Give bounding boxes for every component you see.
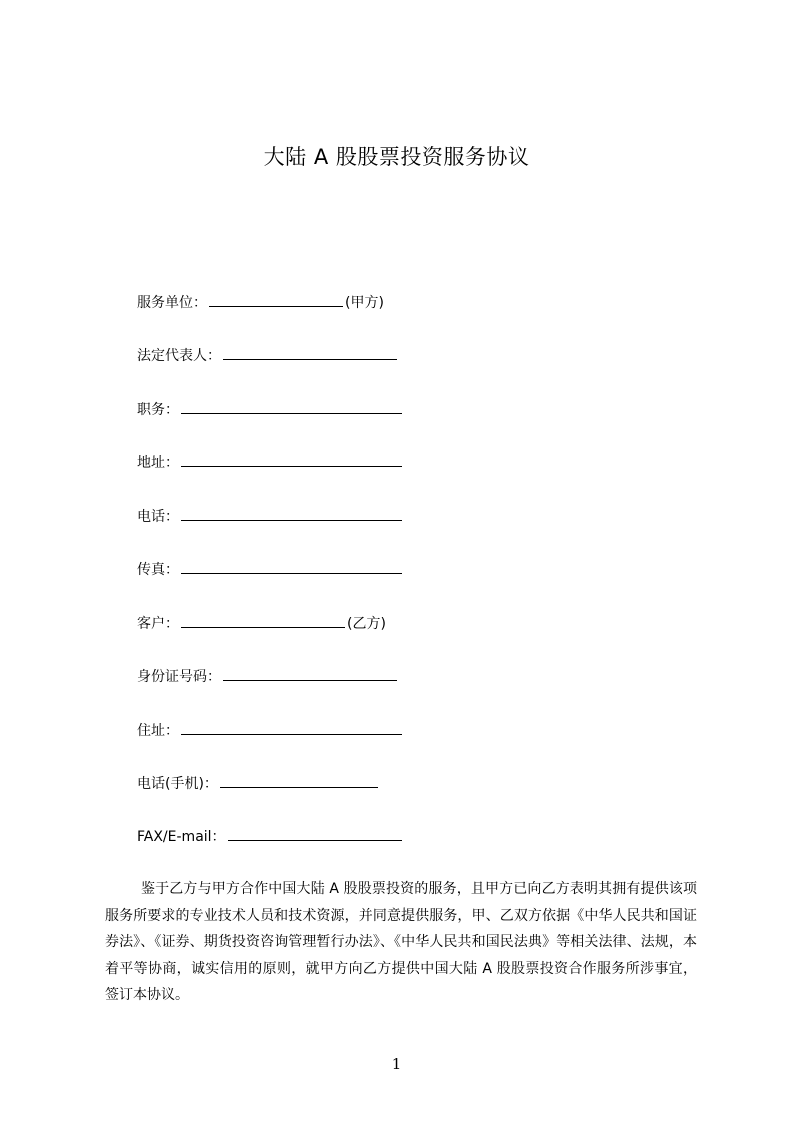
preamble-paragraph: 鉴于乙方与甲方合作中国大陆 A 股股票投资的服务，且甲方已向乙方表明其拥有提供该项服务所要求的专业技术人员和技术资源，并同意提供服务，甲、乙双方依据《中华人民共和国证券法》、《证券、期货投资咨询管理暂行办法》、《中华人民共和国民法典》等相关法律、法规，本着平等协商，诚实信用的原则，就甲方向乙方提供中国大陆 A 股股票投资合作服务所涉事宜，签订本协议。: [105, 881, 697, 1003]
residence-blank[interactable]: [181, 720, 402, 735]
client-label: 客户：: [137, 616, 179, 632]
service-unit-blank[interactable]: [209, 292, 343, 307]
mobile-label: 电话(手机)：: [137, 776, 218, 792]
address-label: 地址：: [137, 455, 179, 471]
party-b-suffix: (乙方): [347, 616, 386, 632]
mobile-blank[interactable]: [220, 773, 378, 788]
position-field: [137, 399, 402, 419]
address-blank[interactable]: [181, 452, 402, 467]
mobile-field: [137, 773, 378, 793]
phone-field: [137, 506, 402, 526]
fax-email-field: [137, 826, 402, 846]
client-field: [137, 613, 386, 633]
address-field: [137, 452, 402, 472]
phone-blank[interactable]: [181, 506, 402, 521]
legal-rep-field: [137, 345, 397, 365]
position-blank[interactable]: [181, 399, 402, 414]
residence-field: [137, 720, 402, 740]
legal-rep-blank[interactable]: [223, 345, 397, 360]
service-unit-field: [137, 292, 384, 312]
party-a-suffix: (甲方): [345, 295, 384, 311]
client-blank[interactable]: [181, 613, 345, 628]
fax-field: [137, 559, 402, 579]
residence-label: 住址：: [137, 723, 179, 739]
service-unit-label: 服务单位：: [137, 295, 207, 311]
fax-label: 传真：: [137, 562, 179, 578]
position-label: 职务：: [137, 402, 179, 418]
fax-blank[interactable]: [181, 559, 402, 574]
fax-email-blank[interactable]: [228, 826, 402, 841]
document-title: 大陆 A 股股票投资服务协议: [263, 145, 530, 169]
id-number-field: [137, 666, 397, 686]
id-number-label: 身份证号码：: [137, 669, 221, 685]
phone-label: 电话：: [137, 509, 179, 525]
legal-rep-label: 法定代表人：: [137, 348, 221, 364]
id-number-blank[interactable]: [223, 666, 397, 681]
page-number: 1: [391, 1055, 402, 1073]
fax-email-label: FAX/E-mail：: [137, 829, 226, 845]
